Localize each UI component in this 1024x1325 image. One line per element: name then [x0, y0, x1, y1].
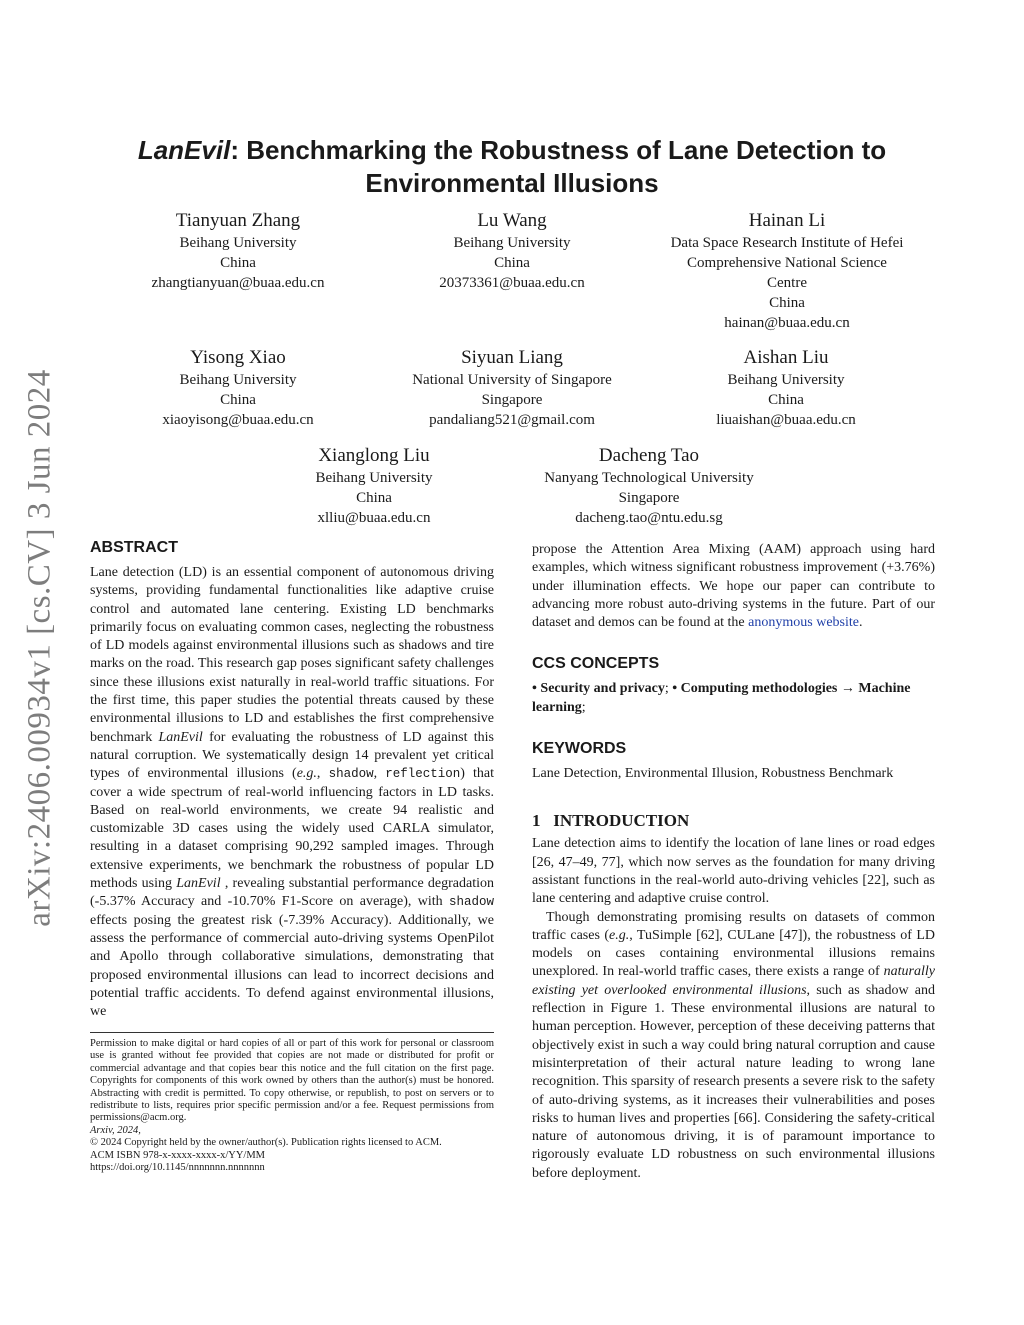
author-email[interactable]: xiaoyisong@buaa.edu.cn [162, 412, 314, 428]
author-country: China [220, 255, 256, 271]
author-country: China [768, 392, 804, 408]
author-affiliation: Beihang University [453, 235, 571, 251]
author-affiliation: Beihang University [727, 372, 845, 388]
keywords-list: Lane Detection, Environmental Illusion, Robustness Benchmark [532, 766, 894, 782]
author-name: Hainan Li [748, 210, 826, 231]
author-country: China [494, 255, 530, 271]
author-block [412, 209, 612, 293]
author-block [652, 209, 922, 333]
author-name: Aishan Liu [743, 347, 829, 368]
author-email[interactable]: 20373361@buaa.edu.cn [439, 275, 585, 291]
author-name: Tianyuan Zhang [175, 210, 301, 231]
doi-link[interactable]: https://doi.org/10.1145/nnnnnnn.nnnnnnn [90, 1162, 265, 1174]
author-email[interactable]: liuaishan@buaa.edu.cn [716, 412, 856, 428]
title-rest: : Benchmarking the Robustness of Lane Detection to Environmental Illusions [230, 135, 887, 198]
author-name: Xianglong Liu [318, 445, 430, 466]
footnote-rule [90, 1032, 494, 1033]
venue: Arxiv, 2024, [90, 1124, 141, 1136]
arxiv-stamp: arXiv:2406.00934v1 [cs.CV] 3 Jun 2024 [21, 368, 58, 927]
intro-paragraph-1: Lane detection aims to identify the location of lane lines or road edges [26, 47–49, 77], which now serves as the foundation for many driving assistant functions in the real-world auto-driving vehicles [22], such as lane centering and adaptive cruise control. [532, 836, 935, 907]
author-block [138, 346, 338, 430]
author-email[interactable]: hainan@buaa.edu.cn [724, 315, 850, 331]
author-affiliation: Data Space Research Institute of Hefei [670, 235, 904, 251]
author-country: Singapore [618, 490, 680, 506]
ccs-concepts: • Security and privacy; • Computing methodologies → Machine learning; [532, 681, 911, 715]
abstract-continuation: propose the Attention Area Mixing (AAM) approach using hard examples, which witness significant robustness improvement (+3.76%) under illumination effects. We hope our paper can contribute to advancing more robust auto-driving systems in the future. Part of our dataset and demos can be found at the anonymous website. [532, 542, 935, 631]
author-block [138, 209, 338, 293]
author-name: Yisong Xiao [190, 347, 286, 368]
intro-paragraph-2: Though demonstrating promising results on datasets of common traffic cases (e.g., TuSimple [62], CULane [47]), the robustness of LD models on cases containing environmental illusions remains unexplored. In real-world traffic cases, there exists a range of naturally existing yet overlooked environmental illusions, such as shadow and reflection in Figure 1. These environmental illusions are natural to human perception. However, perception of these deceiving patterns that objectively exist in such a way could bring natural corruption and cause misinterpretation of their actural nature leading to wrong lane recognition. This sparsity of research presents a severe risk to the safety of auto-driving systems, as it increases their vulnerabilities and poses risks to human lives and properties [66]. Considering the safety-critical nature of autonomous driving, it is of paramount importance to rigorously evaluate LD robustness on such environmental illusions before deployment. [532, 909, 935, 1181]
author-block [519, 444, 779, 528]
author-name: Siyuan Liang [461, 347, 563, 368]
author-country: China [356, 490, 392, 506]
author-affiliation: Comprehensive National Science [687, 255, 887, 271]
isbn-line: ACM ISBN 978-x-xxxx-xxxx-x/YY/MM [90, 1149, 266, 1161]
author-email[interactable]: pandaliang521@gmail.com [429, 412, 595, 428]
author-country: Singapore [481, 392, 543, 408]
author-affiliation: Nanyang Technological University [544, 470, 754, 486]
author-email[interactable]: xlliu@buaa.edu.cn [317, 510, 431, 526]
author-block [686, 346, 886, 430]
abstract-heading: ABSTRACT [90, 539, 178, 556]
right-column [532, 541, 935, 1183]
author-block [392, 346, 632, 430]
author-email[interactable]: zhangtianyuan@buaa.edu.cn [151, 275, 325, 291]
author-affiliation: National University of Singapore [412, 372, 612, 388]
author-affiliation: Beihang University [315, 470, 433, 486]
author-name: Dacheng Tao [598, 445, 700, 466]
paper-title [80, 134, 944, 200]
author-affiliation: Beihang University [179, 235, 297, 251]
permission-notice: Permission to make digital or hard copies of all or part of this work for personal or classroom use is granted without fee provided that copies are not made or distributed for profit or commercial advantage and that copies bear this notice and the full citation on the first page. Copyrights for components of this work owned by others than the author(s) must be honored. Abstracting with credit is permitted. To copy otherwise, or republish, to post on servers or to redistribute to lists, requires prior specific permission and/or a fee. Request permissions from permissions@acm.org. [90, 1038, 494, 1124]
anonymous-website-link[interactable]: anonymous website [748, 615, 859, 631]
ccs-heading: CCS CONCEPTS [532, 655, 660, 673]
copyright-footnote [90, 1038, 494, 1174]
author-email[interactable]: dacheng.tao@ntu.edu.sg [575, 510, 723, 526]
keywords-heading: KEYWORDS [532, 740, 627, 758]
intro-heading: 1 INTRODUCTION [532, 811, 690, 831]
abstract-section [90, 538, 494, 1021]
author-affiliation: Centre [767, 275, 807, 291]
author-name: Lu Wang [477, 210, 547, 231]
author-country: China [220, 392, 256, 408]
author-affiliation: Beihang University [179, 372, 297, 388]
title-italic: LanEvil [137, 135, 231, 165]
copyright-line: © 2024 Copyright held by the owner/author(s). Publication rights licensed to ACM. [90, 1137, 442, 1149]
abstract-text: Lane detection (LD) is an essential component of autonomous driving systems, providing fundamental functionalities like adaptive cruise control and automated lane centering. Existing LD benchmarks primarily focus on evaluating common cases, neglecting the robustness of LD models against environmental illusions such as shadows and tire marks on the road. This research gap poses significant safety challenges since these illusions exist naturally in real-world traffic situations. For the first time, this paper studies the potential threats caused by these environmental illusions to LD and establishes the first comprehensive benchmark LanEvil for evaluating the robustness of LD against this natural corruption. We systematically design 14 prevalent yet critical types of environmental illusions (e.g., shadow, reflection) that cover a wide spectrum of real-world influencing factors in LD tasks. Based on real-world environments, we create 94 realistic and customizable 3D cases using the widely used CARLA simulator, resulting in a dataset comprising 90,292 sampled images. Through extensive experiments, we benchmark the robustness of popular LD methods using LanEvil , revealing substantial performance degradation (-5.37% Accuracy and -10.70% F1-Score on average), with shadow effects posing the greatest risk (-7.39% Accuracy). Additionally, we assess the performance of commercial auto-driving systems OpenPilot and Apollo through collaborative simulations, demonstrating that proposed environmental illusions can lead to incorrect decisions and potential traffic accidents. To defend against environmental illusions, we [90, 565, 495, 1020]
author-block [274, 444, 474, 528]
author-country: China [769, 295, 805, 311]
